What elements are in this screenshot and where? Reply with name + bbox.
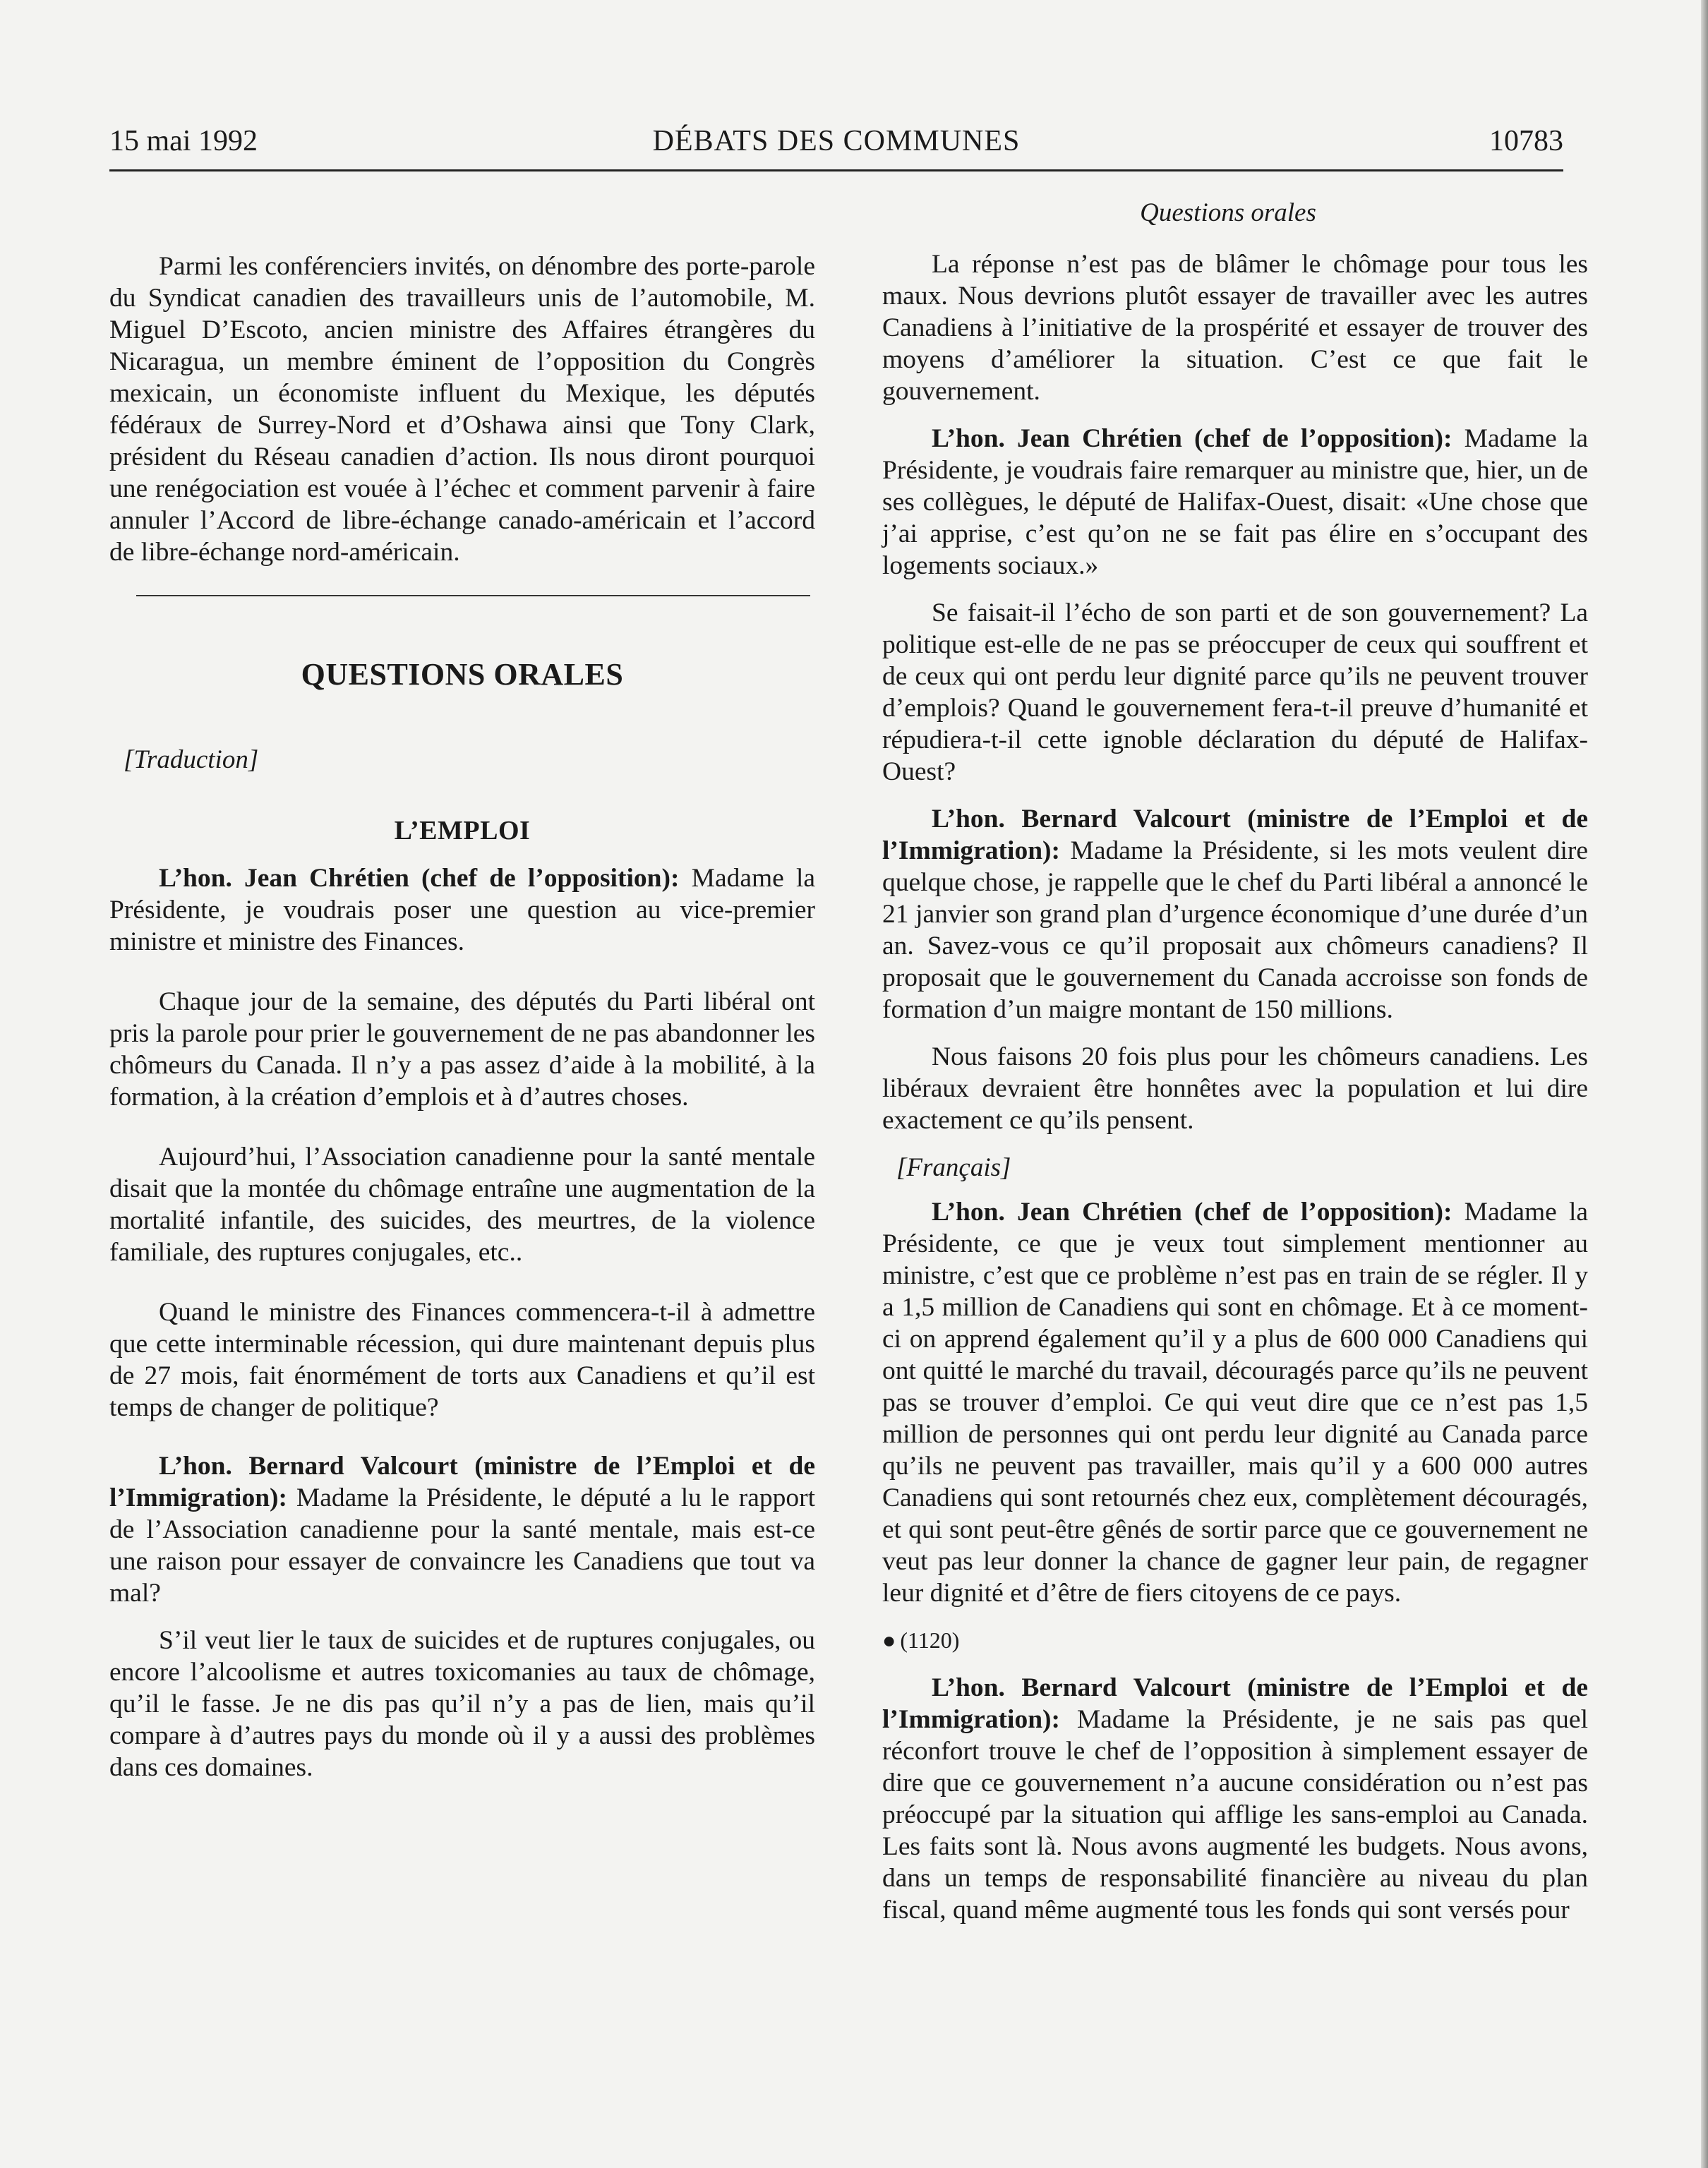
page-number: 10783 (1489, 125, 1563, 157)
speaker-name: L’hon. Jean Chrétien (chef de l’opposition): (159, 864, 680, 893)
header-rule (109, 169, 1563, 171)
speaker-name: L’hon. Bernard Valcourt (ministre de l’Emploi et de l’Immigration): (882, 1673, 1588, 1734)
speech-text: Madame la Présidente, le député a lu le rapport de l’Association canadienne pour la santé mentale, mais est-ce une raison pour essayer de convaincre les Canadiens que tout va mal? (109, 1483, 815, 1608)
bullet-icon: ● (882, 1627, 896, 1653)
speech-paragraph: Chaque jour de la semaine, des députés du Parti libéral ont pris la parole pour prier le gouvernement de ne pas abandonner les chômeurs du Canada. Il n’y a pas assez d’aide à la mobilité, à la formation, à la création d’emplois et à d’autres choses. (109, 987, 815, 1112)
speech-paragraph: Quand le ministre des Finances commencera-t-il à admettre que cette interminable récession, qui dure maintenant depuis plus de 27 mois, fait énormément de torts aux Canadiens et qu’il est temps de changer de politique? (109, 1298, 815, 1422)
right-column (882, 248, 1588, 1941)
speech-paragraph (882, 803, 1588, 1025)
speech-paragraph: La réponse n’est pas de blâmer le chômage pour tous les maux. Nous devrions plutôt essayer de travailler avec les autres Canadiens à l’initiative de la prospérité et essayer de trouver des moyens d’améliorer la situation. C’est ce que fait le gouvernement. (882, 250, 1588, 406)
speech-paragraph: S’il veut lier le taux de suicides et de ruptures conjugales, ou encore l’alcoolisme et autres toxicomanies au taux de chômage, qu’il le fasse. Je ne dis pas qu’il n’y a pas de lien, mais qu’il compare à d’autres pays du monde où il y a aussi des problèmes dans ces domaines. (109, 1626, 815, 1782)
speech-text: Madame la Présidente, je ne sais pas quel réconfort trouve le chef de l’opposition à simplement essayer de dire que ce gouvernement n’a aucune considération ou n’est pas préoccupé par la situation qui afflige les sans-emploi au Canada. Les faits sont là. Nous avons augmenté les budgets. Nous avons, dans un temps de responsabilité financière au niveau du plan fiscal, quand même augmenté tous les fonds qui sont versés pour (882, 1705, 1588, 1925)
speech-paragraph (109, 1450, 815, 1609)
speech-paragraph: Nous faisons 20 fois plus pour les chômeurs canadiens. Les libéraux devraient être honnêtes avec la population et lui dire exactement ce qu’ils pensent. (882, 1042, 1588, 1135)
speech-paragraph (882, 1672, 1588, 1926)
translation-tag: [Français] (896, 1153, 1011, 1182)
speaker-name: L’hon. Jean Chrétien (chef de l’opposition): (932, 424, 1453, 453)
speech-text: Madame la Présidente, ce que je veux tout simplement mentionner au ministre, c’est que ce problème n’est pas en train de se régler. Il y a 1,5 million de Canadiens qui sont en chômage. Et à ce moment-ci on apprend également qu’il y a plus de 600 000 Canadiens qui ont quitté le marché du travail, découragés parce qu’ils ne peuvent pas se trouver d’emploi. Ce qui veut dire que ce n’est pas 1,5 million de personnes qui ont perdu leur dignité au Canada parce qu’ils ne peuvent pas travailler, mais qu’il y a 600 000 autres Canadiens qui sont retournés chez eux, complètement découragés, et qui sont peut-être gênés de sortir parce que ce gouvernement ne veut pas leur donner la chance de gagner leur pain, de regagner leur dignité et d’être de fiers citoyens de ce pays. (882, 1198, 1589, 1608)
page-header (109, 124, 1563, 167)
left-column (109, 251, 815, 1799)
speech-text: Madame la Présidente, je voudrais poser une question au vice-premier ministre et ministre des Finances. (109, 864, 816, 956)
time-marker (882, 1625, 1588, 1656)
speaker-name: L’hon. Jean Chrétien (chef de l’opposition): (932, 1198, 1453, 1227)
speech-paragraph: Aujourd’hui, l’Association canadienne pour la santé mentale disait que la montée du chômage entraîne une augmentation de la mortalité infantile, des suicides, des meurtres, de la violence familiale, des ruptures conjugales, etc.. (109, 1143, 815, 1267)
speaker-name: L’hon. Bernard Valcourt (ministre de l’Emploi et de l’Immigration): (882, 805, 1588, 865)
section-heading: QUESTIONS ORALES (301, 657, 624, 692)
speech-paragraph: Se faisait-il l’écho de son parti et de son gouvernement? La politique est-elle de ne pas se préoccuper de ceux qui souffrent et de ceux qui ont perdu leur dignité parce qu’ils ne peuvent trouver d’emplois? Quand le gouvernement fera-t-il preuve d’humanité et répudiera-t-il cette ignoble déclaration du député de Halifax-Ouest? (882, 598, 1588, 786)
translation-tag: [Traduction] (124, 745, 259, 774)
header-date: 15 mai 1992 (109, 125, 258, 157)
section-label: Questions orales (1140, 198, 1316, 227)
time-marker-text: (1120) (900, 1627, 960, 1653)
intro-paragraph: Parmi les conférenciers invités, on dénombre des porte-parole du Syndicat canadien des travailleurs unis de l’automobile, M. Miguel D’Escoto, ancien ministre des Affaires étrangères du Nicaragua, un membre éminent de l’opposition du Congrès mexicain, un économiste influent du Mexique, les députés fédéraux de Surrey-Nord et d’Oshawa ainsi que Tony Clark, président du Réseau canadien d’action. Ils nous diront pourquoi une renégociation est vouée à l’échec et comment parvenir à faire annuler l’Accord de libre-échange canado-américain et l’accord de libre-échange nord-américain. (109, 252, 815, 567)
speech-text: Madame la Présidente, si les mots veulent dire quelque chose, je rappelle que le chef du Parti libéral a annoncé le 21 janvier son grand plan d’urgence économique d’une durée d’un an. Savez-vous ce qu’il proposait aux chômeurs canadiens? Il proposait que le gouvernement du Canada accroisse son fonds de formation d’un maigre montant de 150 millions. (882, 836, 1588, 1024)
page-edge (1701, 0, 1708, 2168)
speaker-name: L’hon. Bernard Valcourt (ministre de l’Emploi et de l’Immigration): (109, 1452, 815, 1512)
speech-paragraph (882, 423, 1588, 582)
section-divider (136, 595, 810, 596)
speech-text: Madame la Présidente, je voudrais faire remarquer au ministre que, hier, un de ses collègues, le député de Halifax-Ouest, disait: «Une chose que j’ai apprise, c’est qu’on ne se fait pas élire en s’occupant des logements sociaux.» (882, 424, 1589, 580)
subheading: L’EMPLOI (394, 816, 531, 845)
speech-paragraph (109, 862, 815, 958)
speech-paragraph (882, 1196, 1588, 1609)
header-title: DÉBATS DES COMMUNES (652, 125, 1021, 157)
